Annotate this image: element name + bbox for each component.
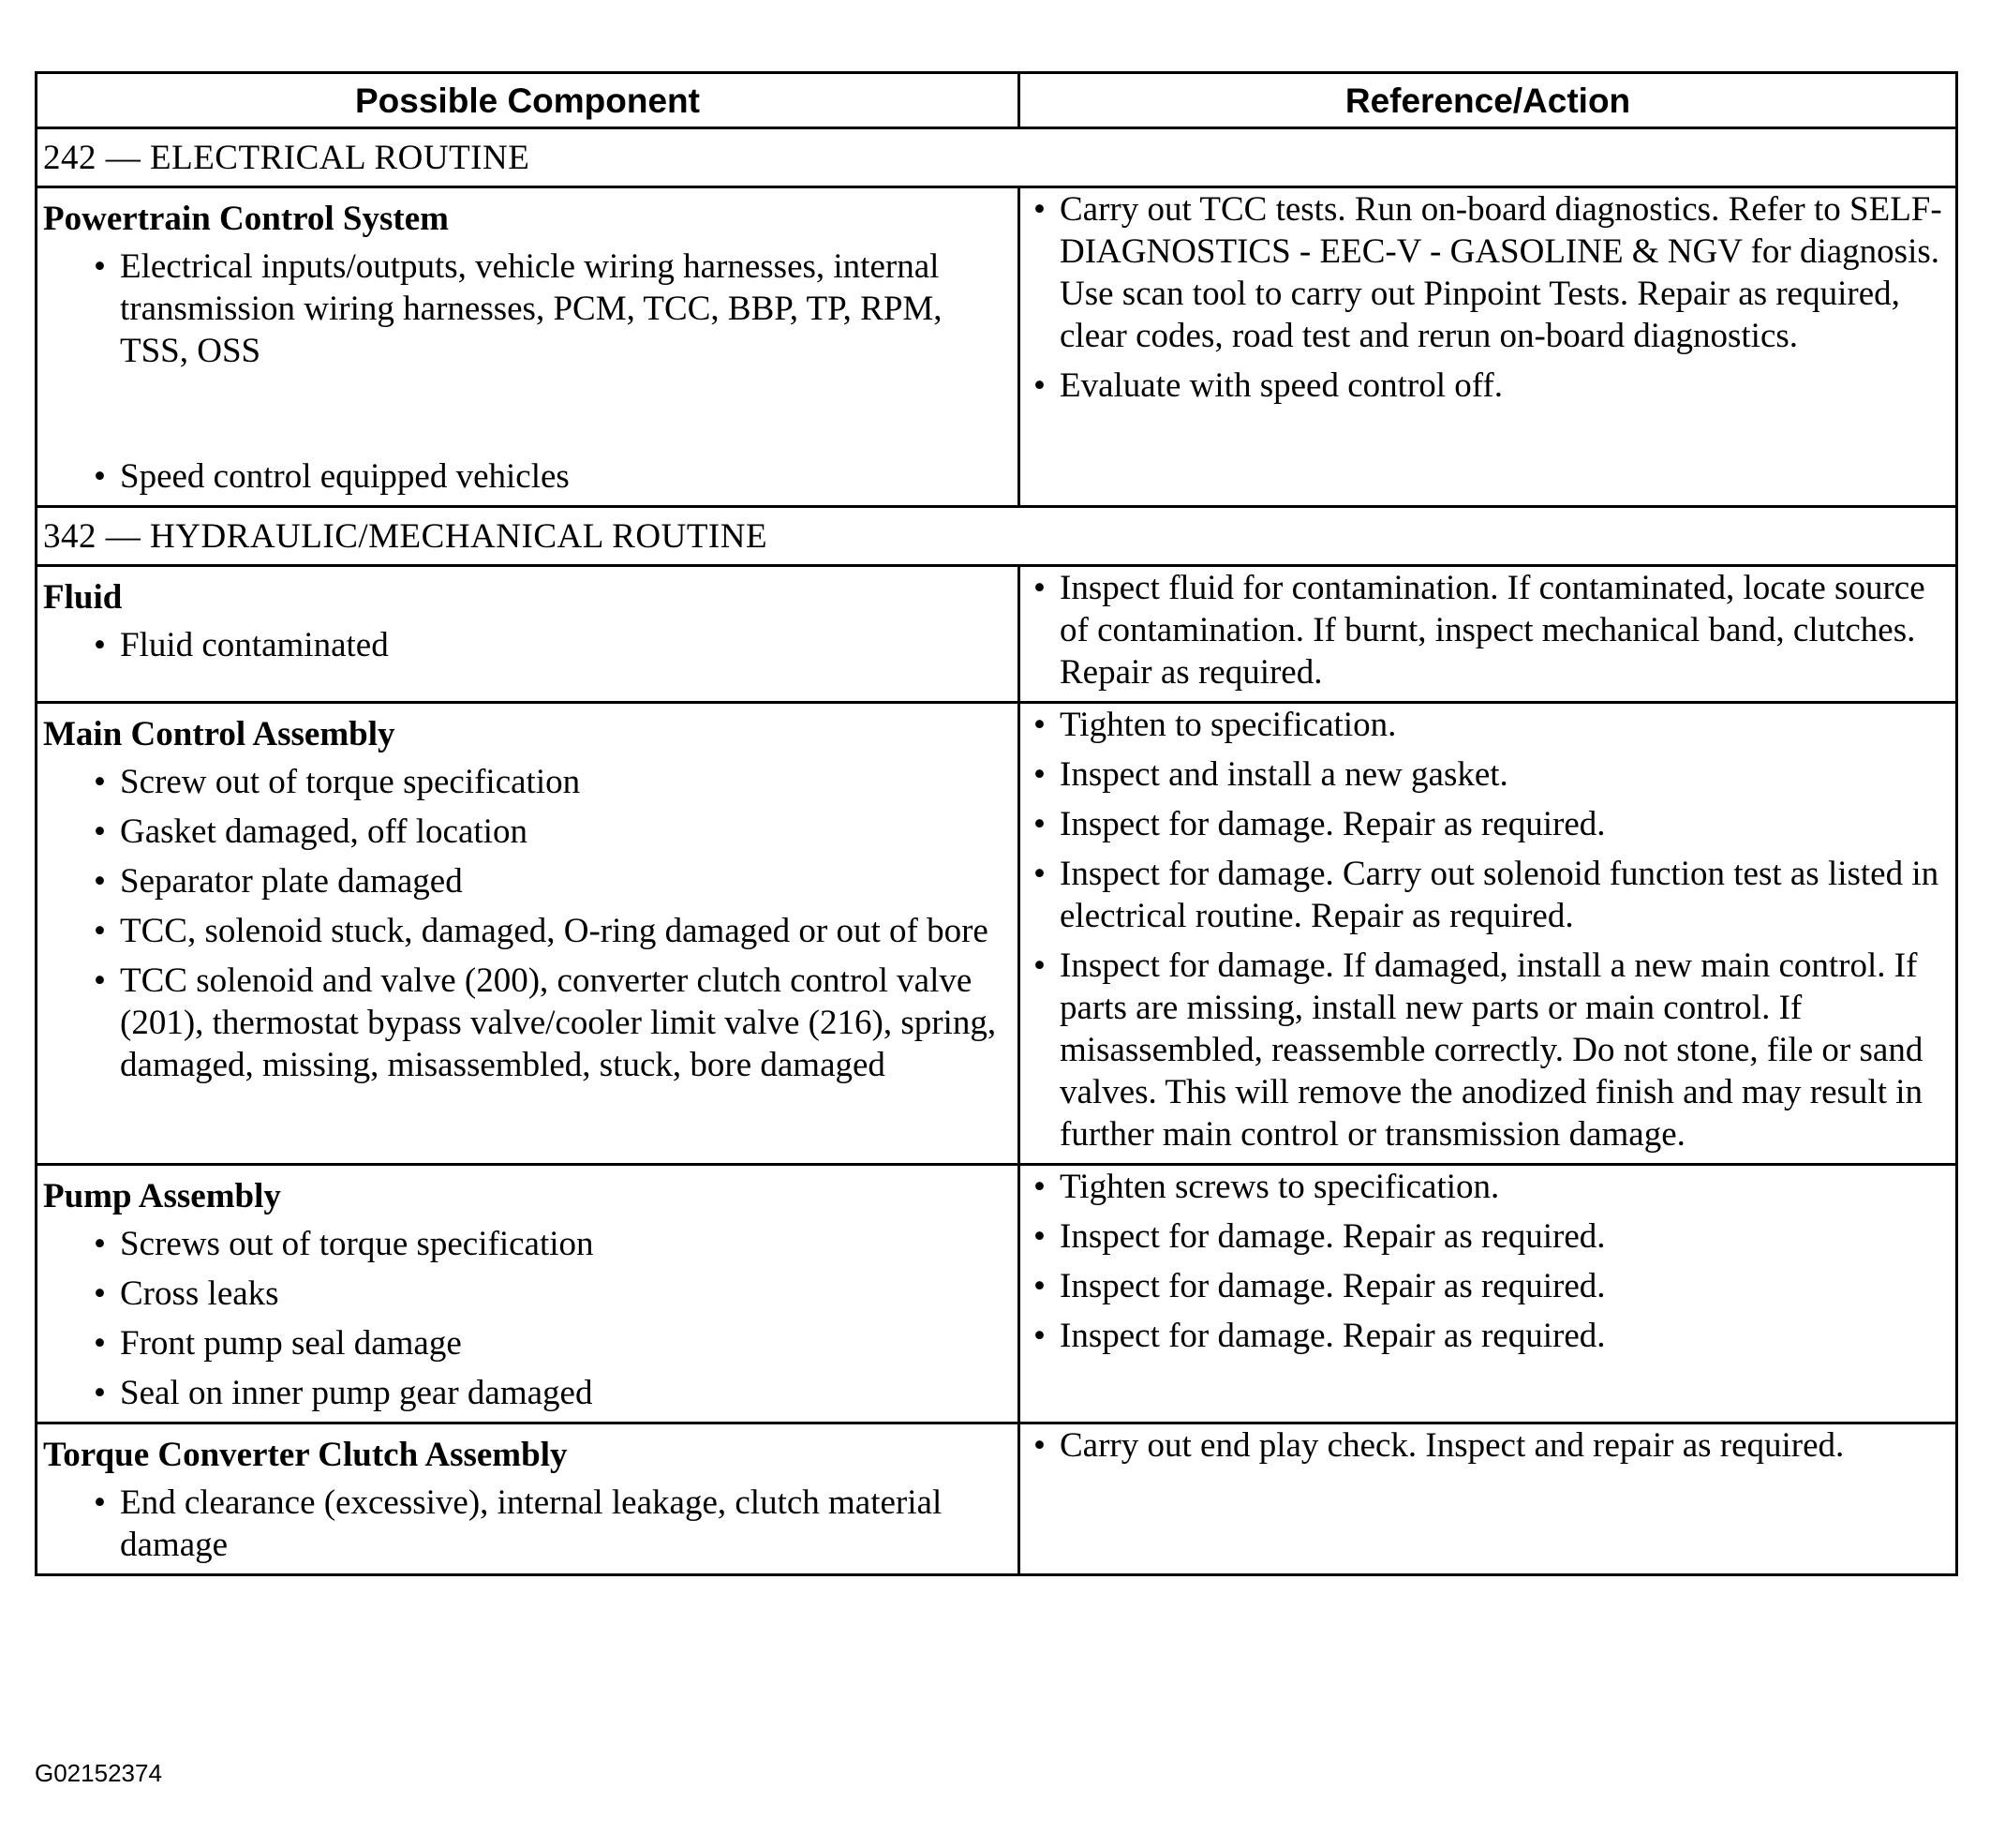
action-item: • Carry out end play check. Inspect and repair as required. — [1020, 1424, 1955, 1467]
group-title: Pump Assembly — [43, 1177, 281, 1215]
component-item: • Screw out of torque specification — [37, 761, 1017, 803]
action-item: • Inspect for damage. Repair as required. — [1020, 803, 1955, 845]
component-list — [37, 1482, 1017, 1566]
routine-row-electrical — [37, 128, 1957, 187]
action-cell — [1019, 703, 1957, 1165]
action-list — [1020, 1166, 1955, 1357]
component-item: • Electrical inputs/outputs, vehicle wiring harnesses, internal transmission wiring harnesses, PCM, TCC, BBP, TP, RPM, TSS, OSS — [37, 246, 1017, 372]
action-list — [1020, 704, 1955, 1155]
routine-title: 242 — ELECTRICAL ROUTINE — [37, 128, 1957, 187]
header-reference-action: Reference/Action — [1019, 73, 1957, 128]
action-item: • Tighten to specification. — [1020, 704, 1955, 746]
action-item: • Inspect for damage. If damaged, install a new main control. If parts are missing, install new parts or main control. If misassembled, reassemble correctly. Do not stone, file or sand valves. This will remove the anodized finish and may result in further main control or transmission damage. — [1020, 945, 1955, 1155]
component-item: • Fluid contaminated — [37, 624, 1017, 666]
component-list — [37, 1223, 1017, 1414]
component-item: • Seal on inner pump gear damaged — [37, 1372, 1017, 1414]
action-item: • Carry out TCC tests. Run on-board diagnostics. Refer to SELF-DIAGNOSTICS - EEC-V - GASOLINE & NGV for diagnosis. Use scan tool to carry out Pinpoint Tests. Repair as required, clear codes, road test and rerun on-board diagnostics. — [1020, 188, 1955, 357]
group-row-main-control — [37, 703, 1957, 1165]
group-title: Torque Converter Clutch Assembly — [43, 1436, 568, 1474]
component-item: • Screws out of torque specification — [37, 1223, 1017, 1265]
action-cell — [1019, 1165, 1957, 1423]
component-item: • Separator plate damaged — [37, 860, 1017, 902]
action-item: • Inspect for damage. Repair as required. — [1020, 1215, 1955, 1258]
header-possible-component: Possible Component — [37, 73, 1019, 128]
action-cell — [1019, 1423, 1957, 1575]
routine-row-hydraulic — [37, 507, 1957, 566]
group-row-powertrain — [37, 187, 1957, 507]
group-row-fluid — [37, 566, 1957, 703]
diagnosis-table — [35, 71, 1958, 1576]
component-list — [37, 246, 1017, 498]
action-item: • Tighten screws to specification. — [1020, 1166, 1955, 1208]
component-item: • End clearance (excessive), internal leakage, clutch material damage — [37, 1482, 1017, 1566]
group-title: Fluid — [43, 578, 123, 617]
action-item: • Inspect for damage. Repair as required. — [1020, 1265, 1955, 1307]
action-item: • Inspect for damage. Repair as required. — [1020, 1315, 1955, 1357]
component-cell — [37, 703, 1019, 1165]
action-item: • Inspect for damage. Carry out solenoid function test as listed in electrical routine. Repair as required. — [1020, 853, 1955, 937]
group-title: Powertrain Control System — [43, 200, 449, 238]
action-cell — [1019, 566, 1957, 703]
group-title: Main Control Assembly — [43, 715, 395, 753]
action-item: • Evaluate with speed control off. — [1020, 365, 1955, 407]
component-list — [37, 761, 1017, 1086]
header-row — [37, 73, 1957, 128]
action-item: • Inspect and install a new gasket. — [1020, 753, 1955, 796]
component-cell — [37, 1165, 1019, 1423]
group-row-pump — [37, 1165, 1957, 1423]
group-row-torque-converter — [37, 1423, 1957, 1575]
component-item: • TCC solenoid and valve (200), converter clutch control valve (201), thermostat bypass valve/cooler limit valve (216), spring, damaged, missing, misassembled, stuck, bore damaged — [37, 960, 1017, 1086]
component-item: • Speed control equipped vehicles — [37, 455, 1017, 498]
action-list — [1020, 1424, 1955, 1467]
action-item: • Inspect fluid for contamination. If contaminated, locate source of contamination. If burnt, inspect mechanical band, clutches. Repair as required. — [1020, 567, 1955, 693]
component-item: • Front pump seal damage — [37, 1322, 1017, 1364]
action-list — [1020, 188, 1955, 407]
component-list — [37, 624, 1017, 666]
component-item: • TCC, solenoid stuck, damaged, O-ring damaged or out of bore — [37, 910, 1017, 952]
component-cell — [37, 1423, 1019, 1575]
component-cell — [37, 566, 1019, 703]
action-cell — [1019, 187, 1957, 507]
component-item: • Cross leaks — [37, 1273, 1017, 1315]
routine-title: 342 — HYDRAULIC/MECHANICAL ROUTINE — [37, 507, 1957, 566]
component-cell — [37, 187, 1019, 507]
component-item: • Gasket damaged, off location — [37, 811, 1017, 853]
figure-id: G02152374 — [35, 1759, 162, 1787]
action-list — [1020, 567, 1955, 693]
